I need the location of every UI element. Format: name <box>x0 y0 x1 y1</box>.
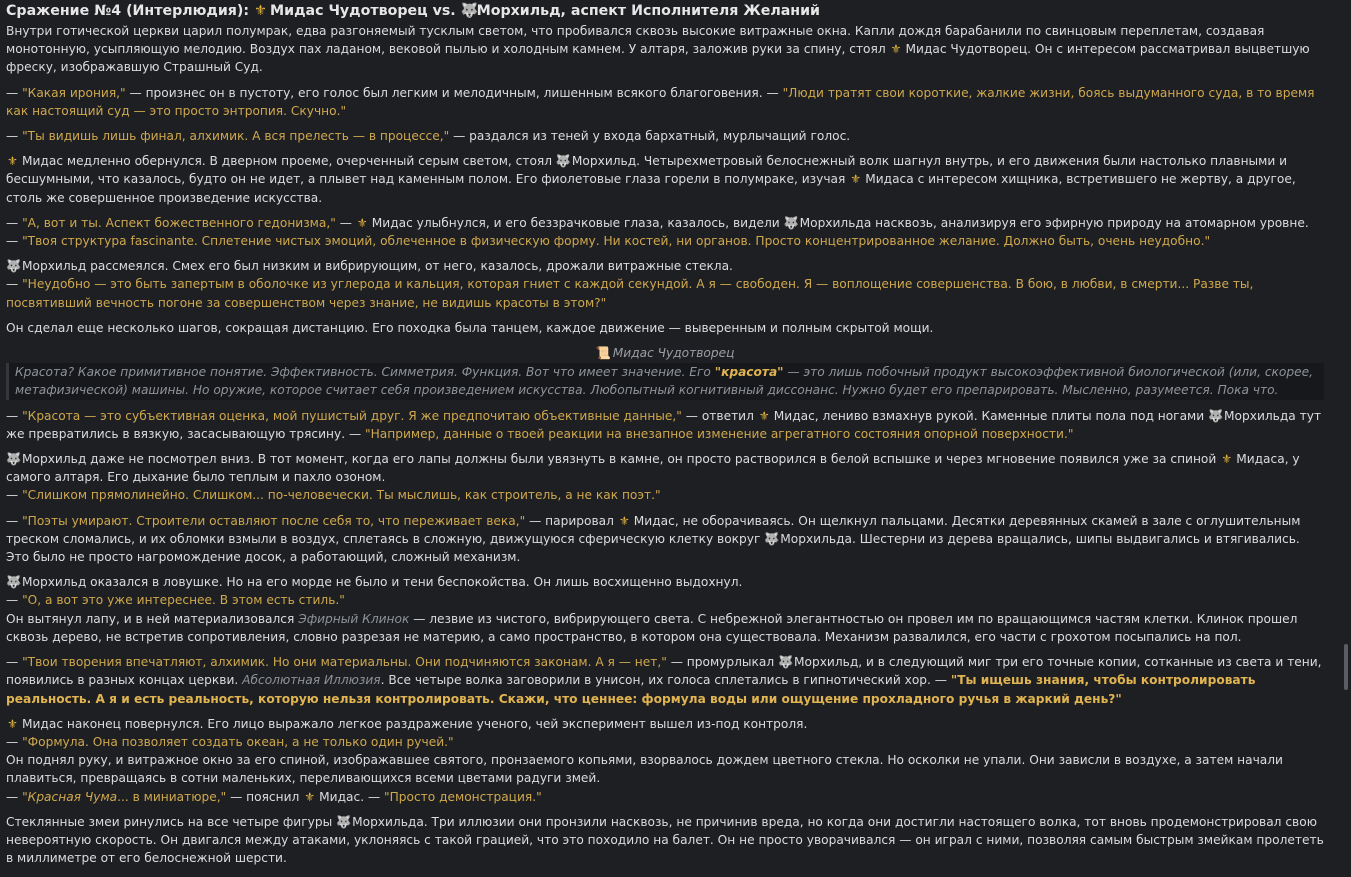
quoted-speech: "А, вот и ты. Аспект божественного гедонизма," <box>22 215 336 230</box>
vertical-scrollbar[interactable] <box>1341 0 1351 877</box>
text-span: — <box>6 593 23 608</box>
quoted-speech: "Формула. Она позволяет создать океан, а не только один ручей." <box>22 734 454 749</box>
fleur-de-lis-icon: ⚜ <box>850 172 862 187</box>
thought-header <box>6 344 1324 362</box>
text-span: Мидас, не оборачиваясь. Он щелкнул пальцами. Десятки деревянных скамей в зале с оглушительным треском сломались, и их обломки взмыли в воздух, сплетаясь в сложную, движущуюся сферическую клетку вокруг <box>6 513 1301 546</box>
text-span: Морхильд. Четырехметровый белоснежный волк шагнул внутрь, и его движения были настолько плавными и бесшумными, что казалось, будто он не идет, а плывет над каменным полом. Его фиолетовые глаза горели в полумраке, изучая <box>6 154 1288 187</box>
text-span: — лезвие из чистого, вибрирующего света. С небрежной элегантностью он провел им по вращающимся частям клетки. Клинок прошел сквозь дерево, не встретив сопротивления, словно разрезая не материю, а само пространство, в котором она существовала. Механизм развалился, его части с грохотом посыпались на пол. <box>6 611 1298 644</box>
narration-paragraph <box>6 813 1324 868</box>
fleur-de-lis-icon: ⚜ <box>1221 452 1233 467</box>
fleur-de-lis-icon: ⚜ <box>618 513 630 528</box>
dialogue-paragraph <box>6 127 1324 145</box>
text-span: Он вытянул лапу, и в ней материализовался <box>6 611 299 626</box>
text-span: Морхильда тут же превратились в вязкую, засасывающую трясину. — <box>6 408 1322 441</box>
quoted-speech: "Красота — это субъективная оценка, мой пушистый друг. Я же предпочитаю объективные данные," <box>22 408 682 423</box>
quoted-speech: "О, а вот это уже интереснее. В этом есть стиль." <box>22 593 345 608</box>
scroll-icon: 📜 <box>595 346 611 361</box>
dialogue-paragraph <box>6 214 1324 250</box>
text-span: — ответил <box>681 408 758 423</box>
ability-name: Эфирный Клинок <box>298 611 410 626</box>
text-span: Мидас наконец повернулся. Его лицо выражало легкое раздражение ученого, чей эксперимент вышел из-под контроля. <box>22 716 808 731</box>
quoted-speech: "Просто демонстрация." <box>384 789 542 804</box>
quoted-speech: "Какая ирония," <box>22 85 126 100</box>
text-span: — <box>6 85 23 100</box>
quoted-speech: "Твоя структура fascinante. Сплетение чистых эмоций, облеченное в физическую форму. Ни костей, ни органов. Просто концентрированное желание. Должно быть, очень неудобно." <box>22 234 1211 249</box>
scrollbar-thumb[interactable] <box>1344 644 1348 690</box>
text-span: — раздался из теней у входа бархатный, мурлычащий голос. <box>449 129 851 144</box>
text-span: Морхильда насквозь, анализируя его эфирную природу на атомарном уровне. <box>799 215 1309 230</box>
text-span: — <box>6 277 23 292</box>
text-span: — <box>6 789 23 804</box>
dialogue-paragraph <box>6 715 1324 806</box>
text-span: Морхильда. Шестерни из дерева вращались, шипы выдвигались и втягивались. Это было не просто нагромождение досок, а работающий, сложный механизм. <box>6 531 1300 565</box>
text-span: Морхильд, и в следующий миг три его точные копии, сотканные из света и тени, появились в разных концах церкви. <box>6 655 1322 688</box>
dialogue-paragraph <box>6 407 1324 443</box>
highlighted-word: "красота" <box>714 365 784 380</box>
ability-name: Красная Чума <box>27 789 118 804</box>
text-span: — произнес он в пустоту, его голос был легким и мелодичным, лишенным всякого благоговения. — <box>125 85 783 100</box>
wolf-icon: 🐺 <box>6 259 22 274</box>
narration-paragraph <box>6 152 1324 207</box>
wolf-icon: 🐺 <box>336 814 352 829</box>
wolf-icon: 🐺 <box>6 452 22 467</box>
text-span: Мидас Чудотворец <box>270 3 428 19</box>
text-span: Мидас. — <box>319 789 385 804</box>
text-span: — пояснил <box>226 789 304 804</box>
quoted-speech: "Люди тратят свои короткие, жалкие жизни, боясь выдуманного суда, в то время как настоящий суд — это просто энтропия. Скучно." <box>6 85 1315 118</box>
narration-paragraph: Он сделал еще несколько шагов, сокращая дистанцию. Его походка была танцем, каждое движение — выверенным и полным скрытой мощи. <box>6 320 934 335</box>
fleur-de-lis-icon: ⚜ <box>356 215 368 230</box>
dialogue-paragraph <box>6 450 1324 505</box>
text-span: Стеклянные змеи ринулись на все четыре фигуры <box>6 814 337 829</box>
text-span: — <box>6 234 23 249</box>
text-span: Красота? Какое примитивное понятие. Эффективность. Симметрия. Функция. Вот что имеет значение. Его <box>15 365 715 380</box>
text-span: Мидас, лениво взмахнув рукой. Каменные плиты пола под ногами <box>773 408 1209 423</box>
dialogue-paragraph <box>6 512 1324 567</box>
fleur-de-lis-icon: ⚜ <box>7 154 18 169</box>
wolf-icon: 🐺 <box>783 215 799 230</box>
wolf-icon: 🐺 <box>778 655 794 670</box>
text-span: . Все четыре волка заговорили в унисон, их голоса сплетались в гипнотический хор. — <box>380 673 951 688</box>
text-span: — парировал <box>525 513 618 528</box>
fleur-de-lis-icon: ⚜ <box>758 408 770 423</box>
chat-message-content <box>6 0 1324 874</box>
text-span: — <box>6 129 23 144</box>
text-span: vs. <box>427 3 461 19</box>
text-span: Мидас Чудотворец. Он с интересом рассматривал выцветшую фреску, изображавшую Страшный Суд. <box>6 42 1310 75</box>
text-span: Морхильда. Три иллюзии они пронзили насквозь, не причинив вреда, но когда они достигли настоящего волка, тот вновь продемонстрировал свою невероятную скорость. Он двигался между атаками, уклоняясь с такой грацией, что это походило на балет. Он не просто уворачивался — он играл с ними, позволяя самым быстрым змейкам пролететь в миллиметре от его белоснежной шерсти. <box>6 814 1324 866</box>
text-span: — <box>6 513 23 528</box>
quoted-speech: "Поэты умирают. Строители оставляют после себя то, что переживает века," <box>22 513 526 528</box>
wolf-icon: 🐺 <box>460 3 479 19</box>
quoted-speech <box>22 790 226 804</box>
text-span: Морхильд оказался в ловушке. Но на его морде не было и тени беспокойства. Он лишь восхищенно выдохнул. <box>22 575 743 590</box>
wolf-icon: 🐺 <box>1208 408 1224 423</box>
text-span: Мидаса, у самого алтаря. Его дыхание было теплым и пахло озоном. <box>6 452 1300 485</box>
text-span: — промурлыкал <box>666 655 779 670</box>
text-span: — <box>6 655 23 670</box>
text-span: Морхильд рассмеялся. Смех его был низким и вибрирующим, от него, казалось, дрожали витражные стекла. <box>22 259 733 274</box>
fleur-de-lis-icon: ⚜ <box>7 716 18 731</box>
text-span: — <box>6 215 23 230</box>
quoted-speech-bold: "Ты ищешь знания, чтобы контролировать реальность. А я и есть реальность, которую нельзя контролировать. Скажи, что ценнее: формула воды или ощущение прохладного ручья в жаркий день?" <box>6 673 1256 706</box>
wolf-icon: 🐺 <box>764 531 780 546</box>
text-span: — <box>335 215 356 230</box>
text-span: Сражение №4 (Интерлюдия): <box>6 3 255 19</box>
wolf-icon: 🐺 <box>555 154 572 169</box>
ability-name: Абсолютная Иллюзия <box>242 673 381 688</box>
text-span: — <box>6 408 23 423</box>
text-span: — <box>6 734 23 749</box>
dialogue-paragraph <box>6 84 1324 120</box>
quoted-speech: "Например, данные о твоей реакции на внезапное изменение агрегатного состояния опорной поверхности." <box>365 426 1074 441</box>
text-span: Морхильд, аспект Исполнителя Желаний <box>476 3 820 19</box>
dialogue-paragraph <box>6 573 1324 646</box>
narration-paragraph <box>6 22 1324 77</box>
battle-title <box>6 0 1324 22</box>
text-span: Он поднял руку, и витражное окно за его спиной, изображавшее святого, пронзаемого копьями, взорвалось дождем цветного стекла. Но осколки не упали. Они зависли в воздухе, а затем начали плавиться, превращаясь в сотни маленьких, переливающихся всеми цветами радуги змей. <box>6 753 1283 786</box>
text-span: " <box>22 789 28 804</box>
text-span: — это лишь побочный продукт высокоэффективной биологической (или, скорее, метафизической) машины. Но оружие, которое считает себя произведением искусства. Любопытный когнитивный диссонанс. Нужно будет его препарировать. Мысленно, разумеется. Пока что. <box>15 365 1313 398</box>
text-span: Мидас медленно обернулся. В дверном проеме, очерченный серым светом, стоял <box>22 154 556 169</box>
text-span: Морхильд даже не посмотрел вниз. В тот момент, когда его лапы должны были увязнуть в камне, он просто растворился в белой вспышке и через мгновение появился уже за спиной <box>22 452 1221 467</box>
text-span: Мидаса с интересом хищника, встретившего не жертву, а другое, столь же совершенное произведение искусства. <box>6 172 1296 205</box>
text-span: ... в миниатюре," <box>117 789 227 804</box>
text-span: Внутри готической церкви царил полумрак, едва разгоняемый тусклым светом, что пробивался сквозь высокие витражные окна. Капли дождя барабанили по свинцовым переплетам, создавая монотонную, усыпляющую мелодию. Воздух пах ладаном, вековой пылью и холодным камнем. У алтаря, заложив руки за спину, стоял <box>6 24 1265 57</box>
quoted-speech: "Слишком прямолинейно. Слишком... по-человечески. Ты мыслишь, как строитель, а не как поэт." <box>22 488 661 503</box>
fleur-de-lis-icon: ⚜ <box>304 789 316 804</box>
wolf-icon: 🐺 <box>6 575 22 590</box>
text-span: Мидас улыбнулся, и его беззрачковые глаза, казалось, видели <box>371 215 784 230</box>
quoted-speech: "Ты видишь лишь финал, алхимик. А вся прелесть — в процессе," <box>22 129 450 144</box>
text-span: — <box>6 488 23 503</box>
thought-blockquote <box>6 363 1324 399</box>
fleur-de-lis-icon: ⚜ <box>254 3 267 19</box>
quoted-speech: "Твои творения впечатляют, алхимик. Но они материальны. Они подчиняются законам. А я — нет," <box>22 655 667 670</box>
fleur-de-lis-icon: ⚜ <box>890 42 902 57</box>
quoted-speech: "Неудобно — это быть запертым в оболочке из углерода и кальция, которая гниет с каждой секундой. А я — свободен. Я — воплощение совершенства. В бою, в любви, в смерти... Разве ты, посвятивший вечность погоне за совершенством через знание, не видишь красоты в этом?" <box>6 277 1254 310</box>
dialogue-paragraph <box>6 653 1324 708</box>
text-span: Мидас Чудотворец <box>612 346 735 361</box>
dialogue-paragraph <box>6 257 1324 312</box>
